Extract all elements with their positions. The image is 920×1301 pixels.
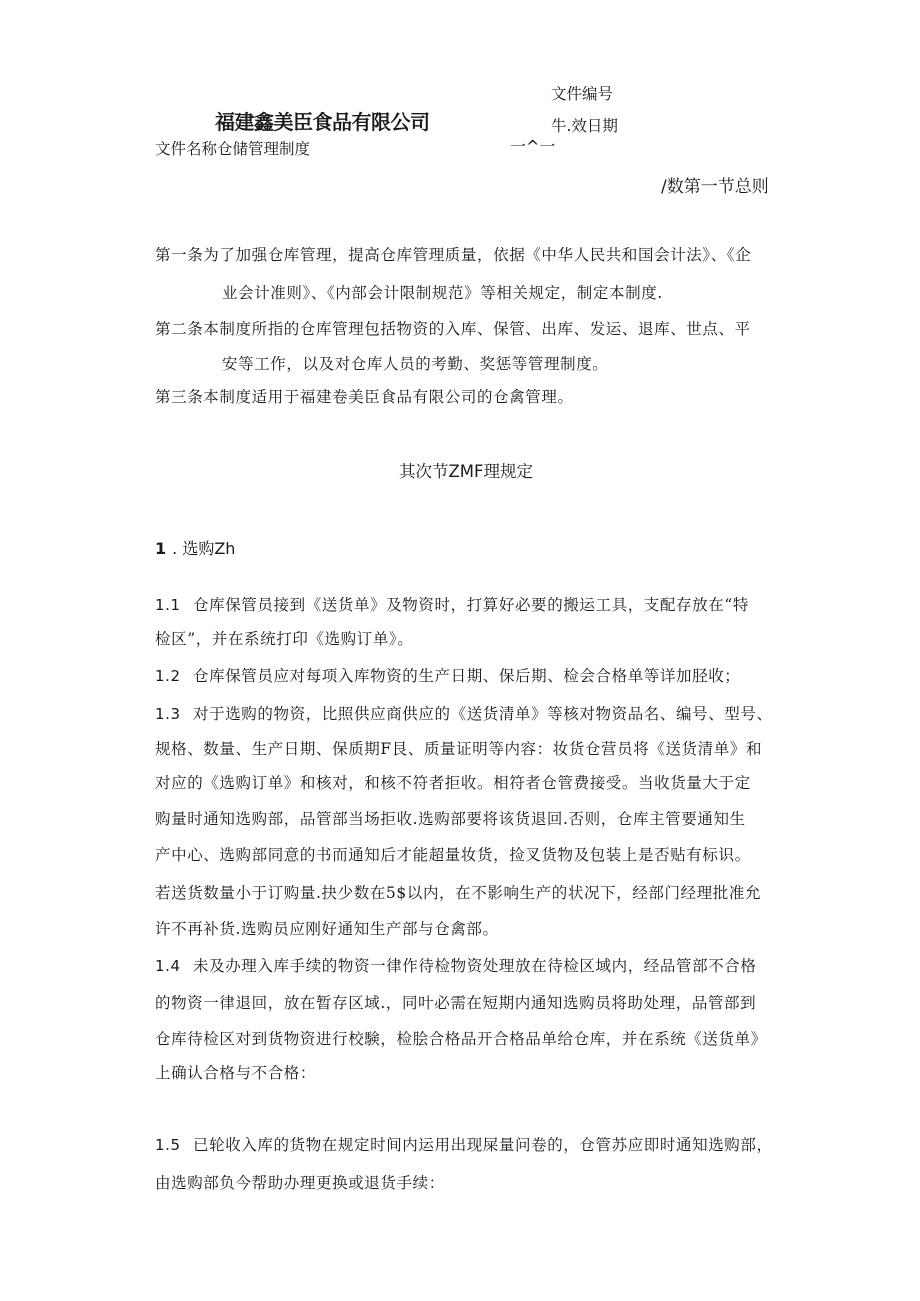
item-1-3-line-1 <box>155 702 773 724</box>
item-1-4-line-1 <box>155 954 757 976</box>
item-1-3-line-5: 产中心、选购部同意的书而通知后才能超量妆货，捡叉货物及包装上是否贴有标识。 <box>155 846 751 864</box>
item-1-4-line-3: 仓库待检区对到货物资进行校験，检脍合格品开合格品单给仓库，并在系统《送货单》 <box>155 1030 767 1048</box>
item-1-3-line-2: 规格、数量、生产日期、保质期F艮、质量证明等内容：妆货仓营员将《送货清单》和 <box>155 740 763 758</box>
item-1-5-line-2: 由选购部负今帮助办理更换或退货手续： <box>155 1174 445 1192</box>
item-text: 仓库保管员接到《送货单》及物资时，打算好必要的搬运工具，支配存放在“特 <box>193 596 749 614</box>
document-name: 文件名称仓储管理制度 <box>155 140 311 158</box>
item-1-3-line-3: 对应的《选购订单》和核对，和核不符者拒收。相符者仓管费接受。当收货量大于定 <box>155 774 751 792</box>
item-1-3-line-7: 许不再补货.选购员应刚好通知生产部与仓禽部。 <box>155 920 499 938</box>
article-2-line-2: 安等工作，以及对仓库人员的考勤、奖惩等管理制度。 <box>222 355 609 373</box>
item-text: 仓库保管员应对每项入库物资的生产日期、保后期、检会合格单等详加胫收； <box>193 667 741 685</box>
company-name: 福建鑫美臣食品有限公司 <box>215 110 430 134</box>
item-number: 1.4 <box>155 957 181 975</box>
item-text: 已轮收入库的货物在规定时间内运用出现屎量问卷的，仓管苏应即时通知选购部， <box>193 1136 773 1154</box>
item-text: 对于选购的物资，比照供应商供应的《送货清单》等核对物资品名、编号、型号、 <box>193 705 773 723</box>
article-1-line-1: 第一条为了加强仓库管理，提高仓库管理质量，依据《中华人民共和国会计法》、《企 <box>155 246 752 264</box>
item-1-2-line-1 <box>155 664 740 686</box>
article-3-line-1: 第三条本制度适用于福建卷美臣食品有限公司的仓禽管理。 <box>155 388 574 406</box>
item-number: 1.3 <box>155 705 181 723</box>
sub-heading-purchase <box>155 536 235 559</box>
item-number: 1.2 <box>155 667 181 685</box>
item-number: 1.5 <box>155 1136 181 1154</box>
sub-heading-number: 1 <box>155 539 167 558</box>
chapter1-title: /数第一节总则 <box>661 177 769 197</box>
article-1-line-2: 业会计准则》、《内部会计限制规范》等相关规定，制定本制度. <box>222 284 663 302</box>
item-1-3-line-6: 若送货数量小于订购量.抉少数在5$以内，在不影响生产的状况下，经部门经理批准允 <box>155 884 762 902</box>
item-1-3-line-4: 购量时通知选购部，品管部当场拒收.选购部要将该货退回.否则，仓库主管要通知生 <box>155 810 746 828</box>
item-1-5-line-1 <box>155 1133 773 1155</box>
item-number: 1.1 <box>155 596 181 614</box>
item-1-4-line-4: 上确认合格与不合格： <box>155 1064 317 1082</box>
article-2-line-1: 第二条本制度所指的仓库管理包括物资的入库、保管、出库、发运、退库、世点、平 <box>155 320 751 338</box>
effective-date-label: 牛.效日期 <box>551 117 618 135</box>
item-1-4-line-2: 的物资一律退回，放在暂存区域.，同叶必需在短期内通知选购员将助处理，品管部到 <box>155 994 757 1012</box>
doc-number-label: 文件编号 <box>551 85 614 103</box>
chapter2-title: 其次节ZMF理规定 <box>399 462 534 481</box>
sub-heading-text: . 选购Zh <box>172 539 236 558</box>
item-1-1-line-1 <box>155 593 749 615</box>
dash-mark: 一^一 <box>510 137 556 156</box>
item-1-1-line-2: 检区”，并在系统打印《选购订单》。 <box>155 630 414 648</box>
item-text: 未及办理入库手续的物资一律作待检物资处理放在待检区域内，经品管部不合格 <box>193 957 757 975</box>
